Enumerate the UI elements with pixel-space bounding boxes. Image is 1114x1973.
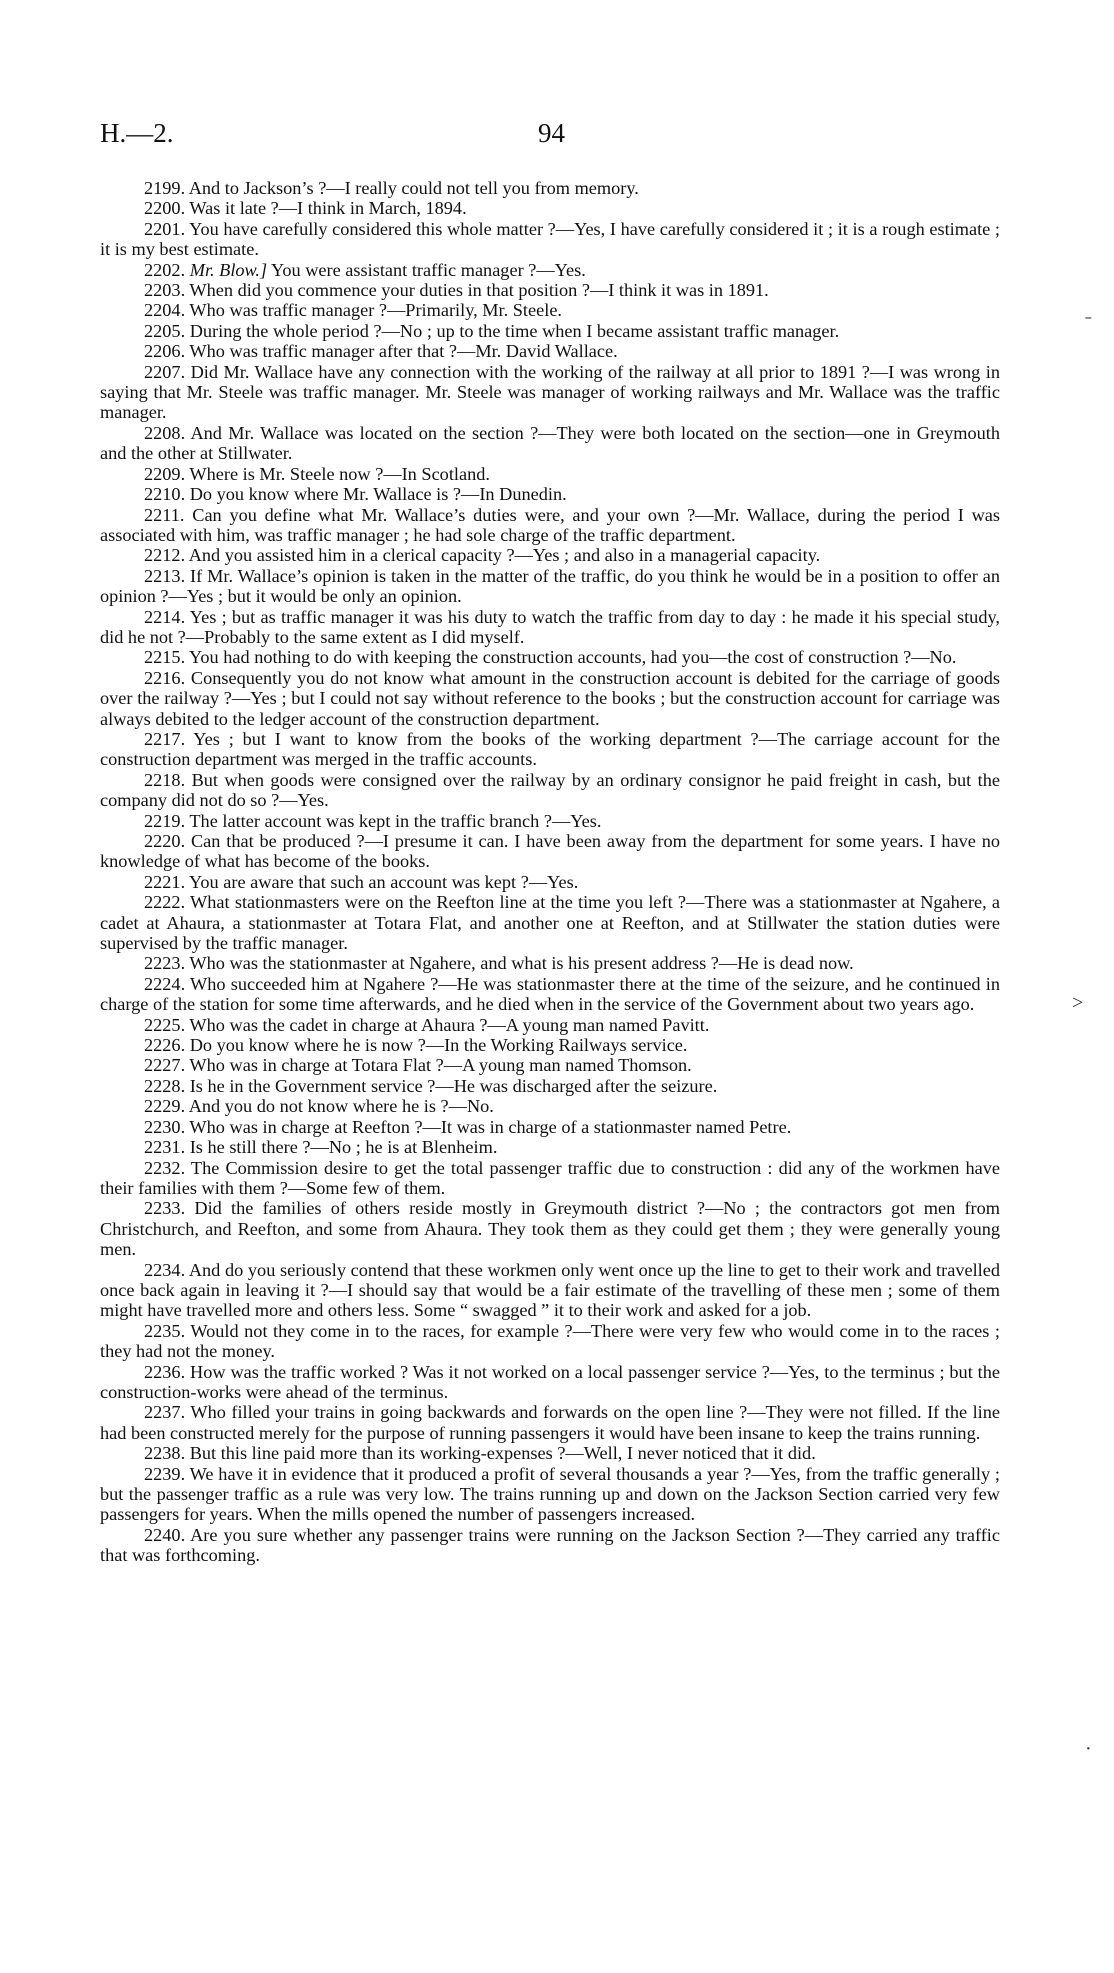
testimony-paragraph	[100, 464, 1000, 484]
question-text: During the whole period ?—No ; up to the time when I became assistant traffic manager.	[189, 320, 840, 341]
testimony-paragraph	[100, 1158, 1000, 1199]
page-number: 94	[538, 118, 565, 148]
question-text: Did Mr. Wallace have any connection with the working of the railway at all prior to 1891 ?—I was wrong in saying that Mr. Steele was traffic manager. Mr. Steele was manager of working railways and Mr. Wallace was the traffic manager.	[100, 361, 1000, 423]
question-number: 2224.	[144, 973, 186, 994]
testimony-paragraph	[100, 566, 1000, 607]
question-number: 2225.	[144, 1014, 186, 1035]
testimony-paragraph	[100, 1464, 1000, 1525]
question-number: 2231.	[144, 1137, 186, 1158]
question-number: 2220.	[144, 831, 186, 851]
testimony-paragraph	[100, 198, 1000, 218]
question-text: Do you know where he is now ?—In the Working Railways service.	[189, 1035, 688, 1056]
testimony-paragraph	[100, 1443, 1000, 1463]
testimony-paragraph	[100, 423, 1000, 464]
testimony-paragraph	[100, 1137, 1000, 1157]
question-text: Who succeeded him at Ngahere ?—He was stationmaster there at the time of the seizure, and he continued in charge of the station for some time afterwards, and he died when in the service of the Government about two years ago.	[100, 973, 1001, 1015]
question-text: Are you sure whether any passenger trains were running on the Jackson Section ?—They carried any traffic that was forthcoming.	[100, 1524, 1000, 1566]
question-text: Do you know where Mr. Wallace is ?—In Dunedin.	[189, 484, 567, 505]
question-number: 2214.	[144, 606, 186, 627]
question-number: 2217.	[144, 728, 186, 749]
question-number: 2219.	[144, 810, 186, 831]
question-number: 2223.	[144, 953, 186, 974]
speaker-name: Mr. Blow.]	[189, 259, 268, 280]
testimony-paragraph	[100, 1198, 1000, 1259]
testimony-paragraph	[100, 1035, 1000, 1055]
testimony-paragraph	[100, 1321, 1000, 1362]
question-number: 2201.	[144, 218, 186, 239]
margin-mark: >	[1072, 992, 1084, 1014]
question-text: Who was in charge at Totara Flat ?—A young man named Thomson.	[189, 1055, 692, 1076]
testimony-paragraph	[100, 872, 1000, 892]
question-number: 2203.	[144, 280, 186, 301]
question-number: 2238.	[144, 1443, 186, 1464]
question-number: 2239.	[144, 1463, 186, 1484]
question-number: 2233.	[144, 1198, 186, 1219]
question-text: What stationmasters were on the Reefton line at the time you left ?—There was a stationmaster at Ngahere, a cadet at Ahaura, a stationmaster at Totara Flat, and another one at Reefton, and at Stillwater the station duties were supervised by the traffic manager.	[100, 892, 1000, 954]
testimony-paragraph	[100, 321, 1000, 341]
testimony-paragraph	[100, 1055, 1000, 1075]
question-text: And to Jackson’s ?—I really could not tell you from memory.	[188, 178, 639, 198]
testimony-paragraph	[100, 1402, 1000, 1443]
question-text: Consequently you do not know what amount in the construction account is debited for the carriage of goods over the railway ?—Yes ; but I could not say without reference to the books ; but the construction account for carriage was always debited to the ledger account of the construction department.	[100, 667, 1000, 729]
question-number: 2232.	[144, 1157, 186, 1178]
testimony-paragraph	[100, 341, 1000, 361]
question-number: 2221.	[144, 871, 186, 892]
question-text: We have it in evidence that it produced a profit of several thousands a year ?—Yes, from the traffic generally ; but the passenger traffic as a rule was very low. The trains running up and down on the Jackson Section carried very few passengers for years. When the mills opened the number of passengers increased.	[100, 1463, 1000, 1525]
question-text: Can that be produced ?—I presume it can. I have been away from the department for some years. I have no knowledge of what has become of the books.	[100, 831, 1000, 872]
testimony-paragraph	[100, 607, 1000, 648]
testimony-body	[100, 178, 1000, 1566]
testimony-paragraph	[100, 668, 1000, 729]
question-text: When did you commence your duties in that position ?—I think it was in 1891.	[189, 280, 769, 301]
question-number: 2235.	[144, 1320, 186, 1341]
testimony-paragraph	[100, 505, 1000, 546]
question-number: 2240.	[144, 1524, 186, 1545]
question-number: 2234.	[144, 1259, 186, 1280]
question-number: 2212.	[144, 545, 186, 566]
question-text: Yes ; but I want to know from the books of the working department ?—The carriage account for the construction department was merged in the traffic accounts.	[100, 728, 1000, 770]
question-number: 2237.	[144, 1402, 186, 1423]
question-number: 2213.	[144, 565, 186, 586]
question-number: 2229.	[144, 1096, 186, 1117]
testimony-paragraph	[100, 1525, 1000, 1566]
question-number: 2202.	[144, 259, 186, 280]
question-text: Is he still there ?—No ; he is at Blenheim.	[189, 1137, 498, 1158]
testimony-paragraph	[100, 1096, 1000, 1116]
question-number: 2236.	[144, 1361, 186, 1382]
question-text: Where is Mr. Steele now ?—In Scotland.	[189, 463, 490, 484]
question-text: If Mr. Wallace’s opinion is taken in the matter of the traffic, do you think he would be in a position to offer an opinion ?—Yes ; but it would be only an opinion.	[100, 565, 1000, 607]
margin-mark: ·	[1085, 1738, 1092, 1760]
question-number: 2227.	[144, 1055, 186, 1076]
testimony-paragraph	[100, 219, 1000, 260]
question-text: Is he in the Government service ?—He was discharged after the seizure.	[189, 1075, 718, 1096]
question-number: 2200.	[144, 198, 186, 219]
question-number: 2208.	[144, 422, 186, 443]
testimony-paragraph	[100, 729, 1000, 770]
testimony-paragraph	[100, 1015, 1000, 1035]
testimony-paragraph	[100, 770, 1000, 811]
testimony-paragraph	[100, 280, 1000, 300]
testimony-paragraph	[100, 647, 1000, 667]
question-text: Who was in charge at Reefton ?—It was in charge of a stationmaster named Petre.	[189, 1116, 792, 1137]
question-text: Yes ; but as traffic manager it was his duty to watch the traffic from day to day : he made it his special study, did he not ?—Probably to the same extent as I did myself.	[100, 606, 1000, 647]
question-text: Did the families of others reside mostly in Greymouth district ?—No ; the contractors got men from Christchurch, and Reefton, and some from Ahaura. They took them as they could get them ; they were generally young men.	[100, 1198, 1000, 1260]
question-number: 2211.	[144, 504, 185, 525]
question-number: 2205.	[144, 320, 186, 341]
question-text: Would not they come in to the races, for example ?—There were very few who would come in to the races ; they had not the money.	[100, 1320, 1000, 1362]
testimony-paragraph	[100, 831, 1000, 872]
testimony-paragraph	[100, 484, 1000, 504]
question-number: 2209.	[144, 463, 186, 484]
question-text: Was it late ?—I think in March, 1894.	[189, 198, 467, 219]
testimony-paragraph	[100, 545, 1000, 565]
testimony-paragraph	[100, 1362, 1000, 1403]
testimony-paragraph	[100, 1117, 1000, 1137]
question-number: 2199.	[144, 178, 186, 198]
question-text: But this line paid more than its working-expenses ?—Well, I never noticed that it did.	[189, 1443, 816, 1464]
testimony-paragraph	[100, 892, 1000, 953]
testimony-paragraph	[100, 953, 1000, 973]
question-text: And Mr. Wallace was located on the section ?—They were both located on the section—one in Greymouth and the other at Stillwater.	[100, 422, 1001, 464]
question-number: 2204.	[144, 300, 186, 321]
question-number: 2206.	[144, 341, 186, 362]
question-number: 2228.	[144, 1075, 186, 1096]
question-text: Who was traffic manager after that ?—Mr. David Wallace.	[189, 341, 618, 362]
question-number: 2216.	[144, 667, 186, 688]
question-text: Who was traffic manager ?—Primarily, Mr. Steele.	[189, 300, 563, 321]
question-text: And you do not know where he is ?—No.	[188, 1096, 494, 1117]
margin-mark: ˗	[1085, 305, 1092, 327]
question-text: And do you seriously contend that these workmen only went once up the line to get to their work and travelled once back again in leaving it ?—I should say that would be a fair estimate of the travelling of these men ; some of them might have travelled more and others less. Some “ swagged ” it to their work and asked for a job.	[100, 1259, 1001, 1321]
question-number: 2207.	[144, 361, 186, 382]
question-text: How was the traffic worked ? Was it not worked on a local passenger service ?—Yes, to the terminus ; but the construction-works were ahead of the terminus.	[100, 1361, 1001, 1402]
testimony-paragraph	[100, 362, 1000, 423]
question-text: Who filled your trains in going backwards and forwards on the open line ?—They were not filled. If the line had been constructed merely for the purpose of running passengers it would have been insane to keep the trains running.	[100, 1402, 1001, 1443]
question-text: You had nothing to do with keeping the construction accounts, had you—the cost of construction ?—No.	[189, 647, 957, 668]
question-number: 2222.	[144, 892, 186, 913]
question-number: 2210.	[144, 484, 186, 505]
question-text: You were assistant traffic manager ?—Yes.	[271, 259, 586, 280]
question-text: But when goods were consigned over the railway by an ordinary consignor he paid freight in cash, but the company did not do so ?—Yes.	[100, 769, 1000, 811]
question-text: You have carefully considered this whole matter ?—Yes, I have carefully considered it ; it is a rough estimate ; it is my best estimate.	[100, 218, 1000, 260]
document-id: H.—2.	[100, 118, 174, 148]
testimony-paragraph	[100, 260, 1000, 280]
question-text: And you assisted him in a clerical capacity ?—Yes ; and also in a managerial capacity.	[188, 545, 821, 566]
question-text: Who was the stationmaster at Ngahere, and what is his present address ?—He is dead now.	[189, 953, 854, 974]
testimony-paragraph	[100, 1076, 1000, 1096]
question-number: 2215.	[144, 647, 186, 668]
question-text: The latter account was kept in the traffic branch ?—Yes.	[189, 810, 602, 831]
testimony-paragraph	[100, 178, 1000, 198]
question-number: 2230.	[144, 1116, 186, 1137]
question-text: Who was the cadet in charge at Ahaura ?—A young man named Pavitt.	[189, 1014, 710, 1035]
question-text: The Commission desire to get the total passenger traffic due to construction : did any of the workmen have their families with them ?—Some few of them.	[100, 1157, 1000, 1198]
question-number: 2218.	[144, 769, 186, 790]
question-number: 2226.	[144, 1035, 186, 1056]
question-text: You are aware that such an account was kept ?—Yes.	[189, 871, 579, 892]
question-text: Can you define what Mr. Wallace’s duties were, and your own ?—Mr. Wallace, during the period I was associated with him, was traffic manager ; he had sole charge of the traffic department.	[100, 504, 1000, 545]
testimony-paragraph	[100, 974, 1000, 1015]
testimony-paragraph	[100, 1260, 1000, 1321]
testimony-paragraph	[100, 300, 1000, 320]
page-header	[100, 118, 1000, 158]
testimony-paragraph	[100, 811, 1000, 831]
